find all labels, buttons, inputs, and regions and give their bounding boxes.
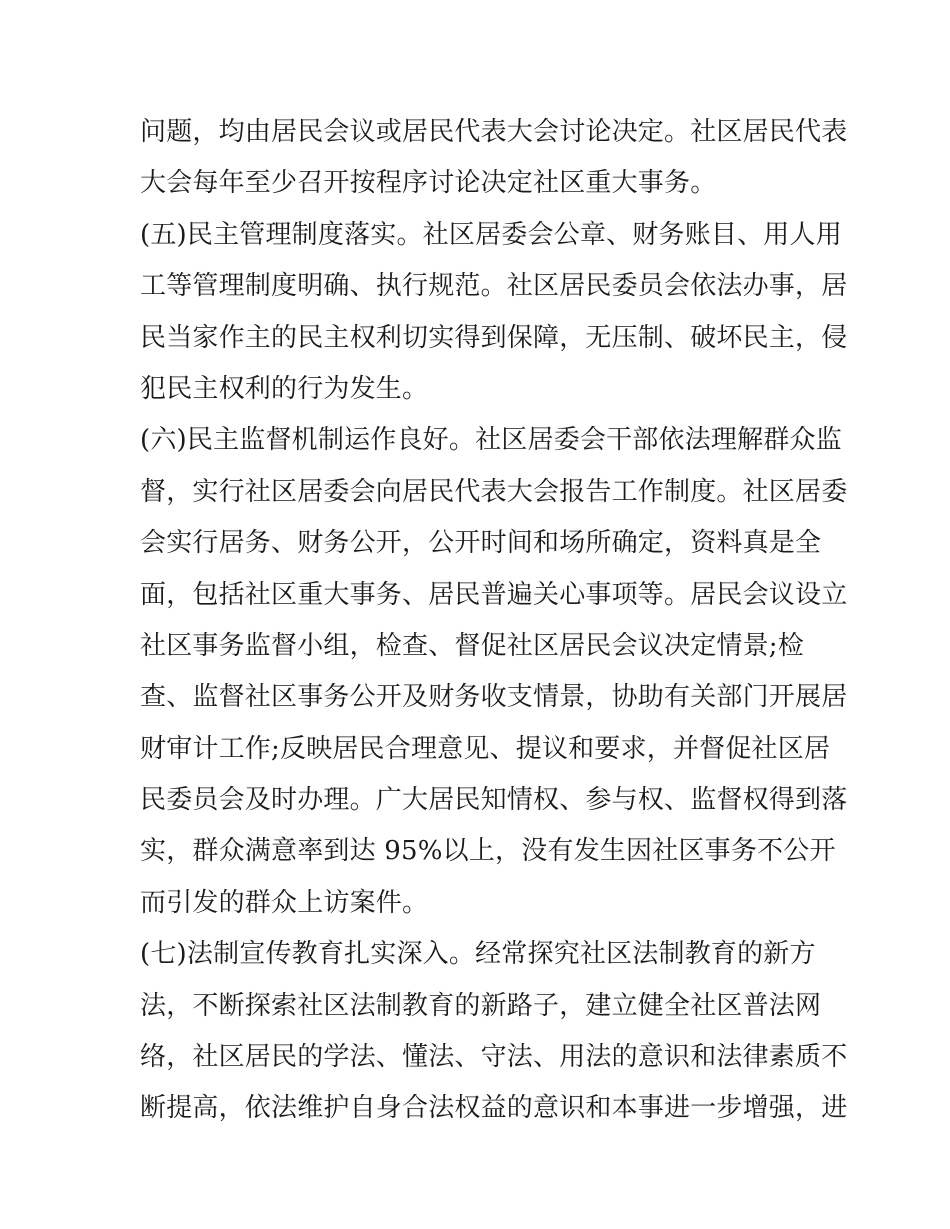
text-line: 民当家作主的民主权利切实得到保障，无压制、破坏民主，侵 — [140, 322, 848, 353]
text-line: 法，不断探索社区法制教育的新路子，建立健全社区普法网 — [140, 990, 822, 1021]
text-line: 督，实行社区居委会向居民代表大会报告工作制度。社区居委 — [140, 476, 848, 507]
text-line: 而引发的群众上访案件。 — [140, 887, 429, 918]
text-line: 查、监督社区事务公开及财务收支情景，协助有关部门开展居 — [140, 682, 848, 713]
text-line: (七)法制宣传教育扎实深入。经常探究社区法制教育的新方 — [140, 939, 816, 970]
text-line: 问题，均由居民会议或居民代表大会讨论决定。社区居民代表 — [140, 117, 848, 147]
text-line: 会实行居务、财务公开，公开时间和场所确定，资料真是全 — [140, 528, 822, 559]
body-text — [140, 107, 848, 1135]
text-line: (五)民主管理制度落实。社区居委会公章、财务账目、用人用 — [140, 219, 842, 250]
text-line: 络，社区居民的学法、懂法、守法、用法的意识和法律素质不 — [140, 1042, 848, 1073]
text-line: 民委员会及时办理。广大居民知情权、参与权、监督权得到落 — [140, 785, 848, 816]
text-line: 面，包括社区重大事务、居民普遍关心事项等。居民会议设立 — [140, 579, 848, 610]
text-line: 工等管理制度明确、执行规范。社区居民委员会依法办事，居 — [140, 271, 848, 302]
text-line: 犯民主权利的行为发生。 — [140, 373, 429, 404]
text-line: 社区事务监督小组，检查、督促社区居民会议决定情景;检 — [140, 630, 804, 661]
text-line: 大会每年至少召开按程序讨论决定社区重大事务。 — [140, 168, 717, 199]
text-line: 财审计工作;反映居民合理意见、提议和要求，并督促社区居 — [140, 733, 831, 764]
text-line: (六)民主监督机制运作良好。社区居委会干部依法理解群众监 — [140, 425, 842, 456]
text-line: 断提高，依法维护自身合法权益的意识和本事进一步增强，进 — [140, 1093, 848, 1124]
text-line: 实，群众满意率到达 95%以上，没有发生因社区事务不公开 — [140, 836, 836, 867]
